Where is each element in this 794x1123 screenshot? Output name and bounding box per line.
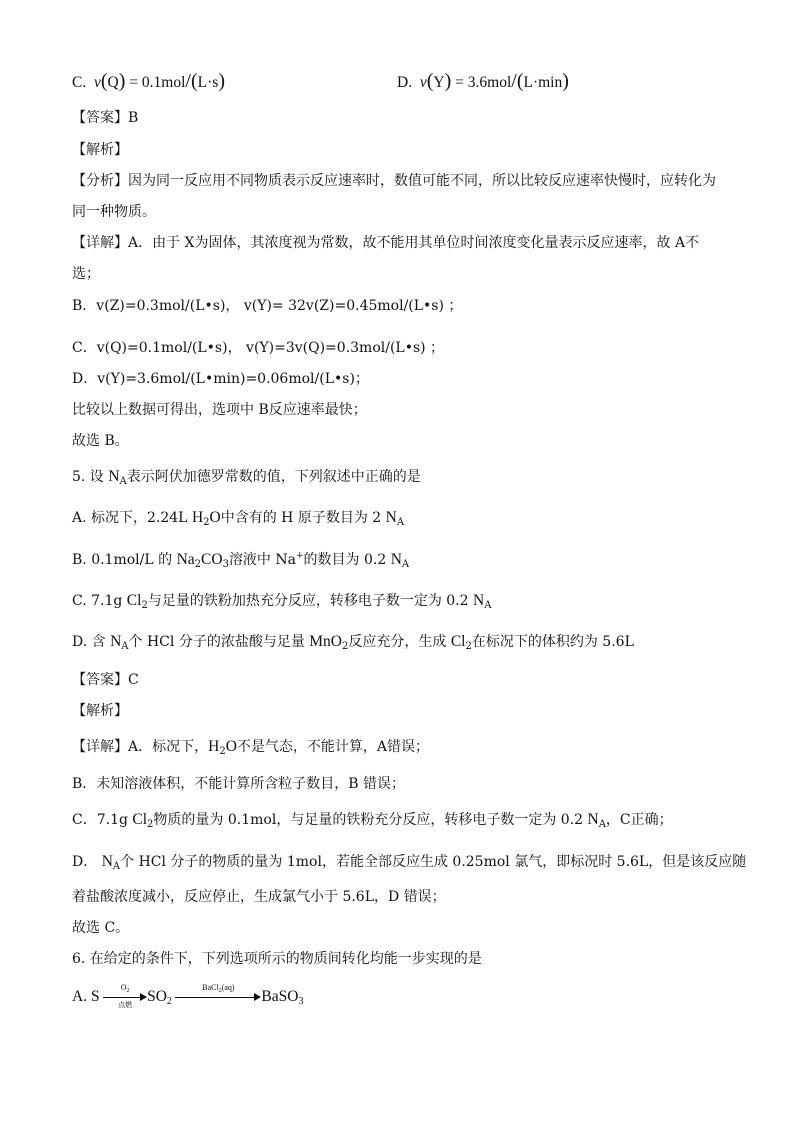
detail-text-1: 【详解】A．由于 X为固体，其浓度视为常数，故不能用其单位时间浓度变化量表示反应速率，故 A不: [72, 235, 700, 251]
reaction-arrow-2: BaCl$_2$(aq): [175, 989, 261, 1007]
option-d: D. v(Y) = 3.6mol/(L·min): [397, 70, 569, 92]
reaction-arrow-1: $O_2$ 点燃: [103, 989, 147, 1007]
detail-line-b: B．v(Z)=0.3mol/(L•s)， v(Y)= 32v(Z)=0.45mol/(L•s) ；: [72, 298, 463, 314]
conclusion-4: 故选 B。: [72, 433, 129, 449]
answer-5: 【答案】C: [72, 672, 139, 688]
question-5-option-d: D. 含 $N_A$个 HCl 分子的浓盐酸与足量 MnO$_2$反应充分，生成 $Cl_2$在标况下的体积约为 5.6L: [72, 633, 634, 652]
detail-line-c: C．v(Q)=0.1mol/(L•s)， v(Y)=3v(Q)=0.3mol/(L•s) ；: [72, 340, 445, 356]
analysis-text-1: 【分析】因为同一反应用不同物质表示反应速率时，数值可能不同，所以比较反应速率快慢时，应转化为: [72, 173, 716, 189]
question-6-option-a: A. S $O_2$ 点燃 $SO_2$ BaCl$_2$(aq) BaSO$_3$: [72, 982, 304, 1009]
answer-4: 【答案】B: [72, 110, 139, 126]
question-6: 6. 在给定的条件下，下列选项所示的物质间转化均能一步实现的是: [72, 951, 482, 967]
detail5-line-d: D． $N_A$个 HCl 分子的物质的量为 1mol，若能全部反应生成 0.25mol 氯气，即标况时 5.6L，但是该反应随: [72, 853, 747, 872]
question-5-option-b: B. 0.1mol/L 的 $Na_2CO_3$溶液中 Na+的数目为 0.2 $N_A$: [72, 551, 410, 570]
analysis-text-2: 同一种物质。: [72, 204, 156, 220]
conclusion-5: 故选 C。: [72, 920, 130, 936]
analysis-heading-5: 【解析】: [72, 703, 128, 719]
detail-text-2: 选；: [72, 266, 100, 282]
question-5-option-c: C. 7.1g $Cl_2$与足量的铁粉加热充分反应，转移电子数一定为 0.2 $N_A$: [72, 592, 492, 611]
detail5-line-a: 【详解】A．标况下，$H_2O$不是气态，不能计算，A错误；: [72, 738, 430, 757]
detail5-line-c: C．7.1g $Cl_2$物质的量为 0.1mol，与足量的铁粉充分反应，转移电子数一定为 0.2 $N_A$，C正确；: [72, 811, 673, 830]
question-5: 5. 设 $N_A$表示阿伏加德罗常数的值，下列叙述中正确的是: [72, 468, 421, 487]
analysis-heading-4: 【解析】: [72, 142, 128, 158]
detail5-line-d2: 着盐酸浓度减小，反应停止，生成氯气小于 5.6L，D 错误；: [72, 889, 446, 905]
detail5-line-b: B．未知溶液体积，不能计算所含粒子数目，B 错误；: [72, 776, 406, 792]
option-c: C. v(Q) = 0.1mol/(L·s): [72, 70, 225, 92]
question-5-option-a: A. 标况下，2.24L $H_2O$中含有的 H 原子数目为 2 $N_A$: [72, 509, 405, 528]
compare-line: 比较以上数据可得出，选项中 B反应速率最快；: [72, 402, 367, 418]
detail-line-d: D．v(Y)=3.6mol/(L•min)=0.06mol/(L•s)；: [72, 371, 369, 387]
